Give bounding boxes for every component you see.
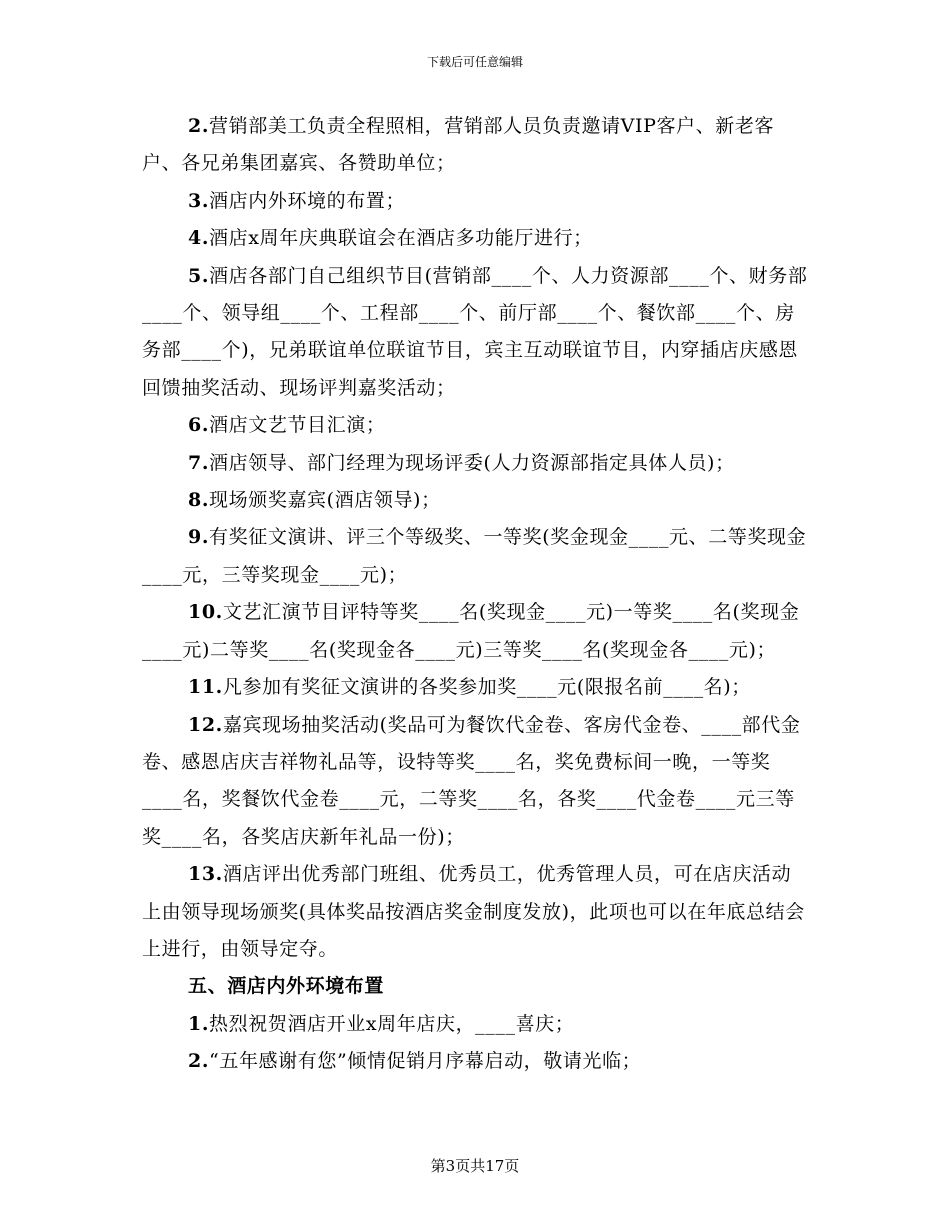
item-text: 营销部美工负责全程照相，营销部人员负责邀请VIP客户、新老客户、各兄弟集团嘉宾、各赞助单位；	[142, 115, 775, 175]
item-text: 酒店评出优秀部门班组、优秀员工，优秀管理人员，可在店庆活动上由领导现场颁奖(具体奖品按酒店奖金制度发放)，此项也可以在年底总结会上进行，由领导定夺。	[142, 863, 805, 960]
page-header: 下载后可任意编辑	[426, 55, 523, 69]
item-text: “五年感谢有您”倾情促销月序幕启动，敬请光临；	[209, 1050, 642, 1073]
item-text: 酒店x周年庆典联谊会在酒店多功能厅进行；	[209, 227, 593, 250]
page-footer: 第3页共17页	[430, 1157, 520, 1175]
item-number: 12.	[188, 713, 223, 736]
list-item	[142, 482, 810, 519]
item-text: 酒店文艺节目汇演；	[209, 414, 386, 437]
item-number: 6.	[188, 414, 210, 437]
section-heading: 五、酒店内外环境布置	[188, 975, 385, 998]
item-text: 嘉宾现场抽奖活动(奖品可为餐饮代金卷、客房代金卷、____部代金卷、感恩店庆吉祥物礼品等，设特等奖____名，奖免费标间一晚，一等奖____名，奖餐饮代金卷____元，二等奖____名，各奖____代金卷____元三等奖____名，各奖店庆新年礼品一份)；	[142, 713, 801, 848]
item-text: 酒店各部门自己组织节目(营销部____个、人力资源部____个、财务部____个、领导组____个、工程部____个、前厅部____个、餐饮部____个、房务部____个)，兄弟联谊单位联谊节目，宾主互动联谊节目，内穿插店庆感恩回馈抽奖活动、现场评判嘉奖活动；	[142, 264, 808, 399]
item-text: 现场颁奖嘉宾(酒店领导)；	[209, 489, 441, 512]
item-number: 11.	[188, 676, 223, 699]
item-text: 热烈祝贺酒店开业x周年店庆，____喜庆；	[209, 1012, 575, 1035]
item-text: 有奖征文演讲、评三个等级奖、一等奖(奖金现金____元、二等奖现金____元，三等奖现金____元)；	[142, 526, 807, 586]
list-item	[142, 594, 810, 669]
item-number: 2.	[188, 1050, 210, 1073]
document-body	[142, 108, 810, 1081]
item-number: 13.	[188, 863, 223, 886]
list-item	[142, 407, 810, 444]
item-number: 8.	[188, 489, 210, 512]
list-item	[142, 519, 810, 594]
list-item	[142, 108, 810, 183]
list-item	[142, 669, 810, 706]
item-text: 酒店内外环境的布置；	[209, 189, 406, 212]
list-item	[142, 856, 810, 968]
item-number: 2.	[188, 115, 210, 137]
item-number: 9.	[188, 526, 210, 549]
list-item	[142, 183, 810, 220]
list-item	[142, 1043, 810, 1080]
item-number: 3.	[188, 189, 210, 212]
item-text: 文艺汇演节目评特等奖____名(奖现金____元)一等奖____名(奖现金____元)二等奖____名(奖现金各____元)三等奖____名(奖现金各____元)；	[142, 601, 800, 661]
list-item	[142, 707, 810, 857]
item-number: 10.	[188, 601, 223, 624]
list-item	[142, 1006, 810, 1043]
item-number: 7.	[188, 451, 210, 474]
list-item	[142, 220, 810, 257]
list-item	[142, 258, 810, 408]
list-item	[142, 445, 810, 482]
item-text: 凡参加有奖征文演讲的各奖参加奖____元(限报名前____名)；	[222, 676, 751, 699]
item-number: 4.	[188, 227, 210, 250]
item-number: 5.	[188, 264, 210, 287]
item-number: 1.	[188, 1012, 210, 1035]
item-text: 酒店领导、部门经理为现场评委(人力资源部指定具体人员)；	[209, 451, 735, 474]
